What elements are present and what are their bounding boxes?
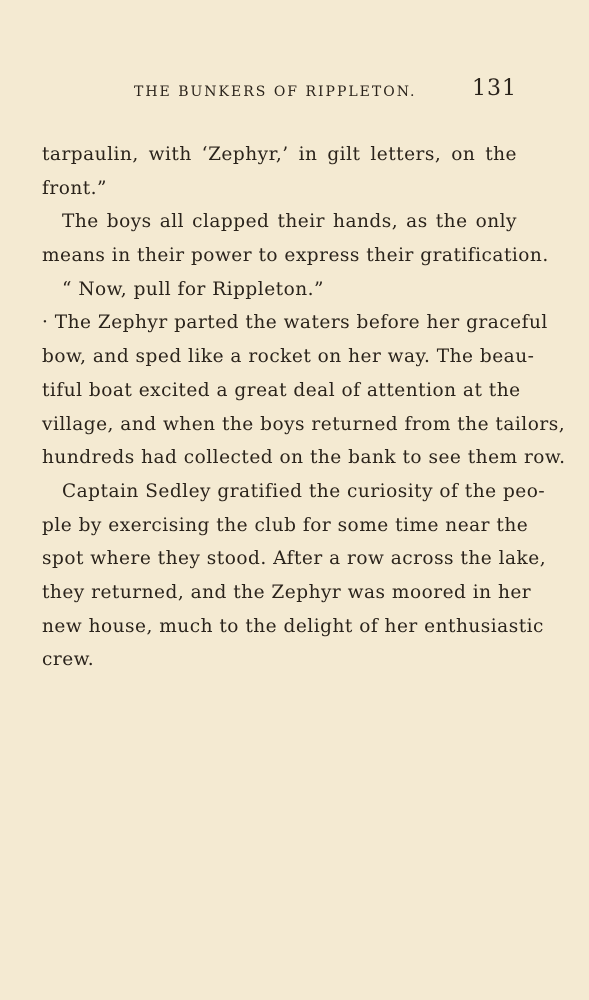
text-line: Captain Sedley gratified the curiosity of the peo- [62, 480, 546, 502]
text-line: spot where they stood. After a row across the lake, [42, 548, 547, 570]
text-line: bow, and sped like a rocket on her way. The beau- [42, 346, 535, 368]
text-line: tiful boat excited a great deal of attention at the [42, 379, 521, 401]
text-line: tarpaulin, with ‘Zephyr,’ in gilt letters, on the [42, 144, 517, 165]
body-text [42, 138, 566, 677]
running-header [42, 76, 517, 106]
text-line: village, and when the boys returned from the tailors, [42, 413, 566, 435]
page-number: 131 [472, 76, 517, 101]
text-line: ple by exercising the club for some time near the [42, 514, 529, 536]
text-line: hundreds had collected on the bank to see them row. [42, 447, 566, 469]
text-line: · The Zephyr parted the waters before her graceful [42, 312, 548, 334]
text-line: crew. [42, 649, 95, 671]
text-line: new house, much to the delight of her enthusiastic [42, 615, 544, 637]
text-line: means in their power to express their gratification. [42, 245, 549, 267]
text-line: “ Now, pull for Rippleton.” [62, 278, 324, 300]
text-line: The boys all clapped their hands, as the only [62, 211, 517, 233]
running-title: THE BUNKERS OF RIPPLETON. [134, 84, 417, 100]
text-line: front.” [42, 177, 108, 199]
text-line: they returned, and the Zephyr was moored in her [42, 581, 532, 603]
